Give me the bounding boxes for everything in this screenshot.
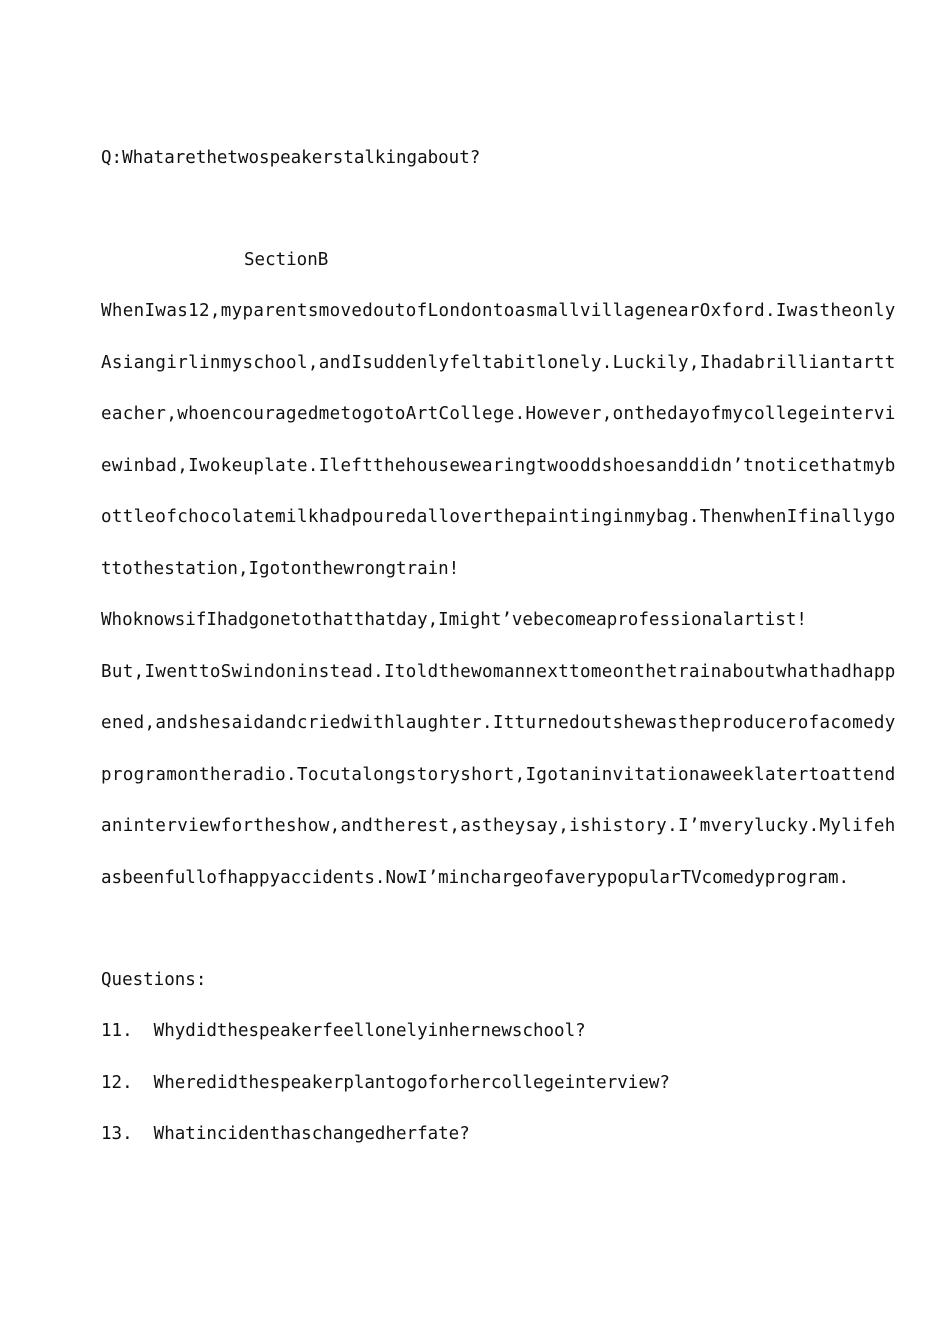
- passage-line: ened,andshesaidandcriedwithlaughter.Itturnedoutshewastheproducerofacomedy: [101, 713, 896, 733]
- passage-line: WhoknowsifIhadgonetothatthatday,Imight’vebecomeaprofessionalartist!: [101, 610, 807, 630]
- passage-line: eacher,whoencouragedmetogotoArtCollege.However,onthedayofmycollegeintervi: [101, 404, 896, 424]
- passage-line: ttothestation,Igotonthewrongtrain!: [101, 559, 460, 579]
- passage-line: ewinbad,Iwokeuplate.Ileftthehousewearingtwooddshoesanddidn’tnoticethatmyb: [101, 456, 896, 476]
- question-item: 13. Whatincidenthaschangedherfate?: [101, 1124, 470, 1144]
- passage-line: WhenIwas12,myparentsmovedoutofLondontoasmallvillagenearOxford.Iwastheonly: [101, 301, 896, 321]
- question-item: 11. Whydidthespeakerfeellonelyinhernewschool?: [101, 1021, 586, 1041]
- passage-line: But,IwenttoSwindoninstead.Itoldthewomannexttomeonthetrainaboutwhathadhapp: [101, 662, 896, 682]
- passage-line: asbeenfullofhappyaccidents.NowI’minchargeofaverypopularTVcomedyprogram.: [101, 868, 850, 888]
- question-item: 12. Wheredidthespeakerplantogoforhercollegeinterview?: [101, 1073, 670, 1093]
- passage-line: Asiangirlinmyschool,andIsuddenlyfeltabitlonely.Luckily,Ihadabrilliantartt: [101, 353, 896, 373]
- passage-line: programontheradio.Tocutalongstoryshort,Igotaninvitationaweeklatertoattend: [101, 765, 896, 785]
- questions-heading: Questions:: [101, 970, 207, 990]
- question-prompt: Q:Whatarethetwospeakerstalkingabout?: [101, 148, 481, 168]
- passage-line: aninterviewfortheshow,andtherest,astheysay,ishistory.I’mverylucky.Mylifeh: [101, 816, 896, 836]
- section-heading: SectionB: [244, 250, 329, 270]
- passage-line: ottleofchocolatemilkhadpouredalloverthepaintinginmybag.ThenwhenIfinallygo: [101, 507, 896, 527]
